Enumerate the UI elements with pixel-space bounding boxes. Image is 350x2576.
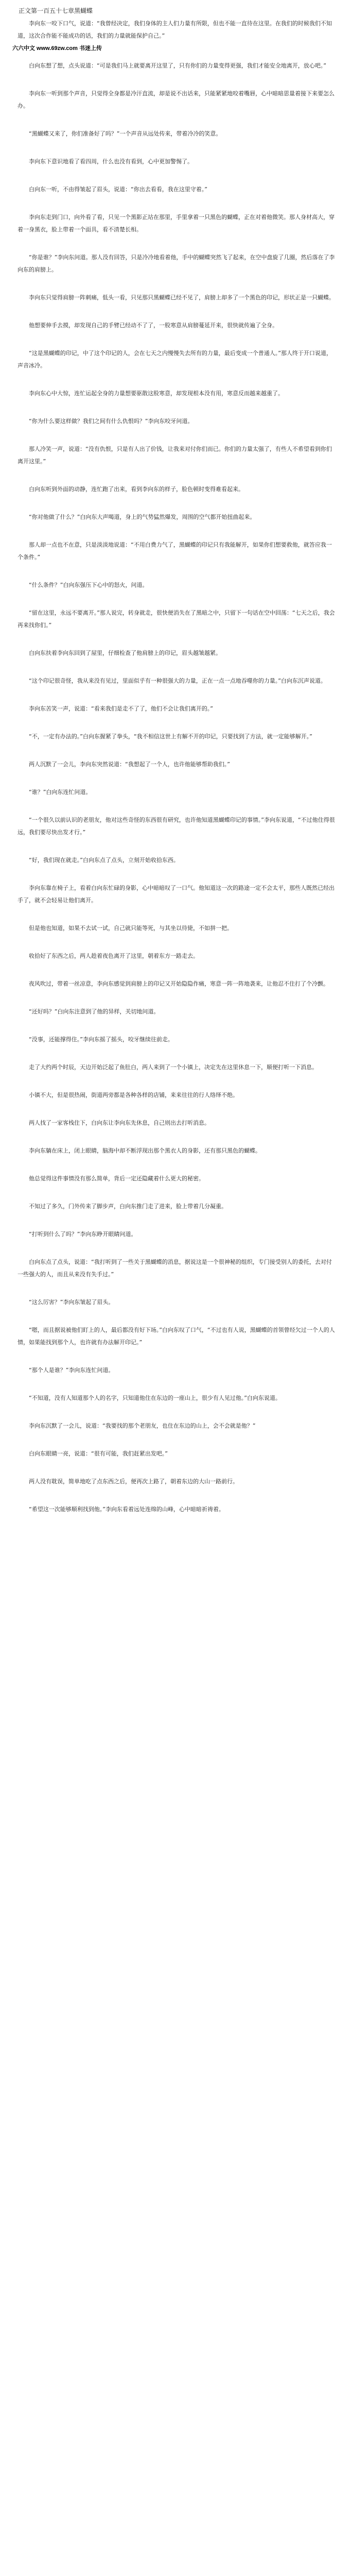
paragraph: 李向东只觉得肩膀一阵刺痛，低头一看，只见那只黑蝴蝶已经不见了，肩膀上却多了一个黑色的印记，形状正是一只蝴蝶。 [29,294,335,301]
paragraph: “你对他做了什么？”白向东大声喝道，身上的气势猛然爆发，周围的空气都开始扭曲起来。 [29,514,256,520]
paragraph: 收拾好了东西之后，两人趁着夜色离开了这里，朝着东方一路走去。 [29,953,199,959]
paragraph: “希望这一次能够顺利找到他。”李向东看着远处连绵的山峰，心中暗暗祈祷着。 [29,1506,224,1513]
paragraph: 李向东走到门口，向外看了看，只见一个黑影正站在那里，手里拿着一只黑色的蝴蝶，正在对着他微笑。那人身材高大，穿着一身黑衣，脸上带着一个面具，看不清楚长相。 [18,214,335,233]
paragraph: “没事，还能撑得住。”李向东摇了摇头，咬牙继续往前走。 [29,1036,173,1043]
paragraph: “你是谁？”李向东问道。那人没有回答，只是冷冷地看着他，手中的蝴蝶突然飞了起来，在空中盘旋了几圈，然后落在了李向东的肩膀上。 [18,254,335,273]
paragraph: 走了大约两个时辰，天边开始泛起了鱼肚白，两人来到了一个小镇上，决定先在这里休息一下，顺便打听一下消息。 [29,1064,318,1071]
paragraph: “一个很久以前认识的老朋友，他对这些奇怪的东西很有研究，也许他知道黑蝴蝶印记的事情。”李向东说道，“不过他住得很远，我们要尽快出发才行。” [18,817,335,836]
paragraph: “黑蝴蝶又来了，你们准备好了吗？”一个声音从远处传来，带着冷冷的笑意。 [29,130,222,137]
paragraph: “好，我们现在就走。”白向东点了点头，立刻开始收拾东西。 [29,857,179,863]
paragraph: 李向东下意识地看了看四周，什么也没有看到，心中更加警惕了。 [29,158,193,165]
paragraph: 白向东想了想，点头说道：“可是我们马上就要离开这里了，只有你们的力量变得更强，我们才能安全地离开，放心吧。” [29,62,326,69]
paragraph: 李向东一听到那个声音，只觉得全身都是冷汗直流，却是说不出话来，只能紧紧地咬着嘴唇，心中暗暗思量着接下来要怎么办。 [18,90,335,109]
paragraph: 李向东躺在床上，闭上眼睛，脑海中却不断浮现出那个黑衣人的身影，还有那只黑色的蝴蝶。 [29,1147,261,1154]
paragraph: “不知道，没有人知道那个人的名字，只知道他住在东边的一座山上，很少有人见过他。”白向东说道。 [29,1395,281,1401]
paragraph: 两人没有耽误，简单地吃了点东西之后，便再次上路了，朝着东边的大山一路前行。 [29,1478,238,1485]
paragraph: 白向东一听，不由得皱起了眉头，说道：“你出去看看，我在这里守着。” [29,186,207,193]
chapter-body [12,18,336,1516]
paragraph: 他想要伸手去摸，却发现自己的手臂已经动不了了，一股寒意从肩膀蔓延开来，很快就传遍了全身。 [29,322,278,329]
paragraph: 李向东心中大惊，连忙运起全身的力量想要驱散这股寒意，却发现根本没有用，寒意反而越来越重了。 [29,390,284,397]
paragraph: “嗯，而且据说被他们盯上的人，最后都没有好下场。”白向东叹了口气，“不过也有人说，黑蝴蝶的首领曾经欠过一个人的人情，如果能找到那个人，也许就有办法解开印记。” [18,1327,335,1346]
paragraph: “这是黑蝴蝶的印记，中了这个印记的人，会在七天之内慢慢失去所有的力量，最后变成一个普通人。”那人终于开口说道，声音冰冷。 [18,350,332,369]
paragraph: 白向东听到外面的动静，连忙跑了出来，看到李向东的样子，脸色顿时变得难看起来。 [29,486,244,493]
paragraph: 但是他也知道，如果不去试一试，自己就只能等死，与其坐以待毙，不如拼一把。 [29,925,233,931]
paragraph: 两人沉默了一会儿，李向东突然说道：“我想起了一个人，也许他能够帮助我们。” [29,761,230,768]
site-watermark: 六六中文 www.69zw.com 书迷上传 [12,45,102,52]
chapter-title: 正文第一百五十七章黑蝴蝶 [19,7,93,14]
paragraph: 李向东苦笑一声，说道：“看来我们是走不了了，他们不会让我们离开的。” [29,705,213,712]
paragraph: 李向东靠在椅子上，看着白向东忙碌的身影，心中暗暗叹了一口气。他知道这一次的路途一定不会太平，那些人既然已经出手了，就不会轻易让他们离开。 [18,885,335,904]
paragraph: 那人冷笑一声，说道：“没有仇恨，只是有人出了价钱，让我来对付你们而已。你们的力量太强了，有些人不希望看到你们离开这里。” [18,446,332,465]
paragraph: 他总觉得这件事情没有那么简单，背后一定还隐藏着什么更大的秘密。 [29,1175,204,1182]
paragraph: 李向东沉默了一会儿，说道：“我要找的那个老朋友，也住在东边的山上，会不会就是他？” [29,1422,256,1429]
paragraph: “还好吗？”白向东注意到了他的异样，关切地问道。 [29,1008,160,1015]
paragraph: 夜风吹过，带着一丝凉意，李向东感觉到肩膀上的印记又开始隐隐作痛，寒意一阵一阵地袭来，让他忍不住打了个冷颤。 [29,980,329,987]
paragraph: “打听到什么了吗？”李向东睁开眼睛问道。 [29,1231,137,1238]
paragraph: “留在这里，永远不要离开。”那人说完，转身就走，很快便消失在了黑暗之中，只留下一句话在空中回荡：“七天之后，我会再来找你们。” [18,609,335,629]
paragraph: 不知过了多久，门外传来了脚步声，白向东推门走了进来，脸上带着几分凝重。 [29,1203,227,1210]
paragraph: 白向东点了点头，说道：“我打听到了一些关于黑蝴蝶的消息，据说这是一个很神秘的组织，专门接受别人的委托，去对付一些强大的人，而且从来没有失手过。” [18,1259,332,1278]
paragraph: 小镇不大，但是很热闹，街道两旁都是各种各样的店铺，来来往往的行人络绎不绝。 [29,1092,238,1098]
paragraph: “这么厉害？”李向东皱起了眉头。 [29,1299,114,1306]
paragraph: 两人找了一家客栈住下，白向东让李向东先休息，自己则出去打听消息。 [29,1120,210,1126]
paragraph: “什么条件？”白向东强压下心中的怒火，问道。 [29,582,148,588]
paragraph: “这个印记很奇怪，我从来没有见过，里面似乎有一种很强大的力量，正在一点一点地吞噬你的力量。”白向东沉声说道。 [29,677,326,684]
paragraph: “那个人是谁？”李向东连忙问道。 [29,1367,114,1374]
paragraph: “你为什么要这样做？我们之间有什么仇恨吗？”李向东咬牙问道。 [29,418,194,425]
paragraph: “不，一定有办法的。”白向东握紧了拳头，“我不相信这世上有解不开的印记，只要找到了方法，就一定能够解开。” [29,733,312,740]
paragraph: 李向东一咬下口气，说道：“我曾经决定，我们身体的主人们力量有所限，但也不能一直待在这里。在我们的时候我们不知道，这次合作能不能成功的话，我们的力量就能保护自己。” [18,20,332,39]
paragraph: 白向东眼睛一亮，说道：“很有可能，我们赶紧出发吧。” [29,1450,168,1457]
paragraph: 白向东扶着李向东回到了屋里，仔细检查了他肩膀上的印记，眉头越皱越紧。 [29,650,221,656]
paragraph: “谁？”白向东连忙问道。 [29,789,92,795]
paragraph: 那人却一点也不在意，只是淡淡地说道：“不用白费力气了，黑蝴蝶的印记只有我能解开，如果你们想要救他，就答应我一个条件。” [18,541,332,561]
